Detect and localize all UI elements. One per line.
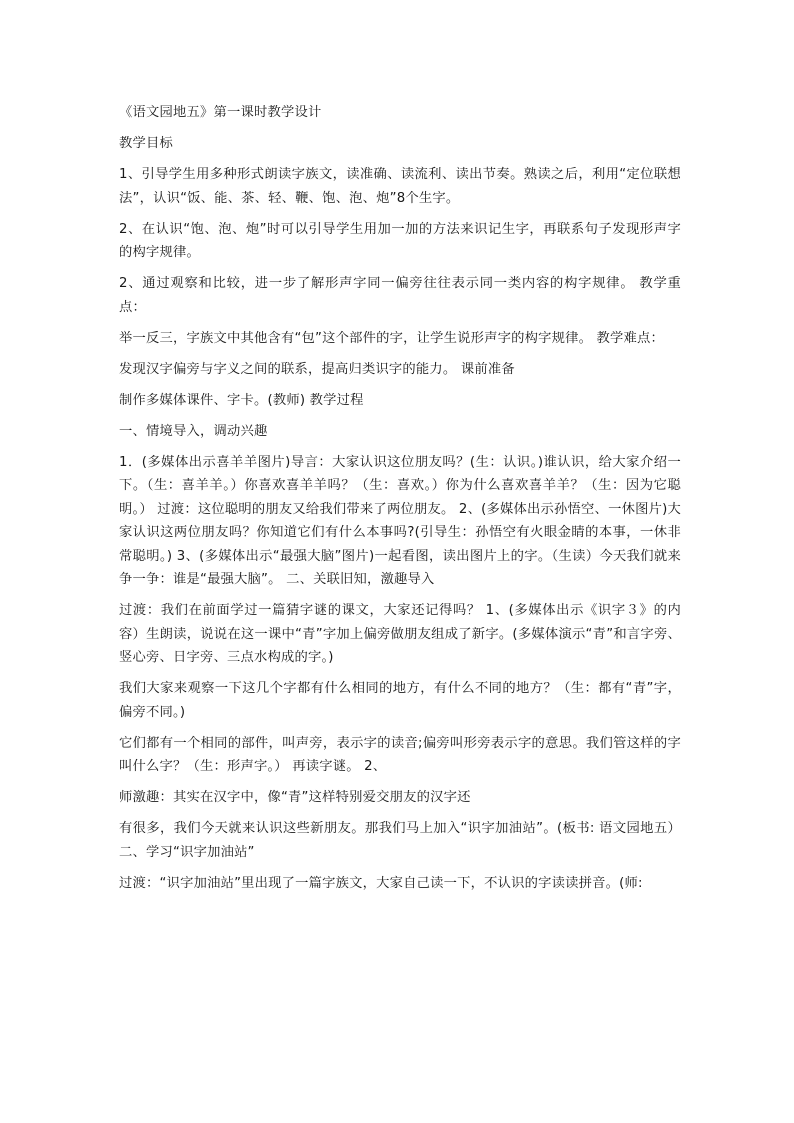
paragraph: 过渡：“识字加油站”里出现了一篇字族文，大家自己读一下，不认识的字读读拼音。(师: — [119, 875, 643, 891]
paragraph: 有很多，我们今天就来认识这些新朋友。那我们马上加入“识字加油站”。(板书: 语文园地五） 二、学习“识字加油站” — [119, 821, 681, 860]
paragraph: 过渡：我们在前面学过一篇猜字谜的课文，大家还记得吗？ 1、(多媒体出示《识字３》的内容）生朗读，说说在这一课中“青”字加上偏旁做朋友组成了新字。(多媒体演示“青”和言字旁、竖心旁、日字旁、三点水构成的字。) — [119, 603, 681, 665]
document-title: 《语文园地五》第一课时教学设计 — [119, 105, 322, 120]
section-heading-objectives: 教学目标 — [119, 136, 173, 151]
section-heading-intro: 一、情境导入，调动兴趣 — [119, 423, 268, 439]
paragraph: 发现汉字偏旁与字义之间的联系，提高归类识字的能力。 课前准备 — [119, 361, 515, 377]
paragraph: 它们都有一个相同的部件，叫声旁，表示字的读音;偏旁叫形旁表示字的意思。我们管这样的字叫什么字？（生：形声字。） 再读字谜。 2、 — [119, 735, 681, 774]
paragraph: 1、引导学生用多种形式朗读字族文，读准确、读流利、读出节奏。熟读之后，利用“定位联想法”，认识“饭、能、茶、轻、鞭、饱、泡、炮”8个生字。 — [119, 167, 681, 206]
paragraph: 制作多媒体课件、字卡。(教师) 教学过程 — [119, 392, 364, 408]
paragraph: 举一反三，字族文中其他含有“包”这个部件的字，让学生说形声字的构字规律。 教学难点： — [119, 330, 664, 346]
paragraph: 师激趣：其实在汉字中，像“青”这样特别爱交朋友的汉字还 — [119, 790, 471, 805]
paragraph: 1．(多媒体出示喜羊羊图片)导言：大家认识这位朋友吗？(生：认识。)谁认识，给大家介绍一下。（生：喜羊羊。）你喜欢喜羊羊吗？（生：喜欢。）你为什么喜欢喜羊羊？（生：因为它聪明。） 过渡：这位聪明的朋友又给我们带来了两位朋友。 2、(多媒体出示孙悟空、一休图片)大家认识这两位朋友吗？你知道它们有什么本事吗?(引导生：孙悟空有火眼金睛的本事，一休非常聪明。) 3、(多媒体出示“最强大脑”图片)一起看图，读出图片上的字。（生读）今天我们就来争一争：谁是“最强大脑”。 二、关联旧知，激趣导入 — [119, 454, 681, 587]
document-body — [119, 101, 681, 903]
paragraph: 2、在认识“饱、泡、炮”时可以引导学生用加一加的方法来识记生字，再联系句子发现形声字的构字规律。 — [119, 221, 681, 260]
paragraph: 我们大家来观察一下这几个字都有什么相同的地方，有什么不同的地方？（生：都有“青”字，偏旁不同。) — [119, 681, 681, 720]
paragraph: 2、通过观察和比较，进一步了解形声字同一偏旁往往表示同一类内容的构字规律。 教学重点： — [119, 276, 681, 315]
